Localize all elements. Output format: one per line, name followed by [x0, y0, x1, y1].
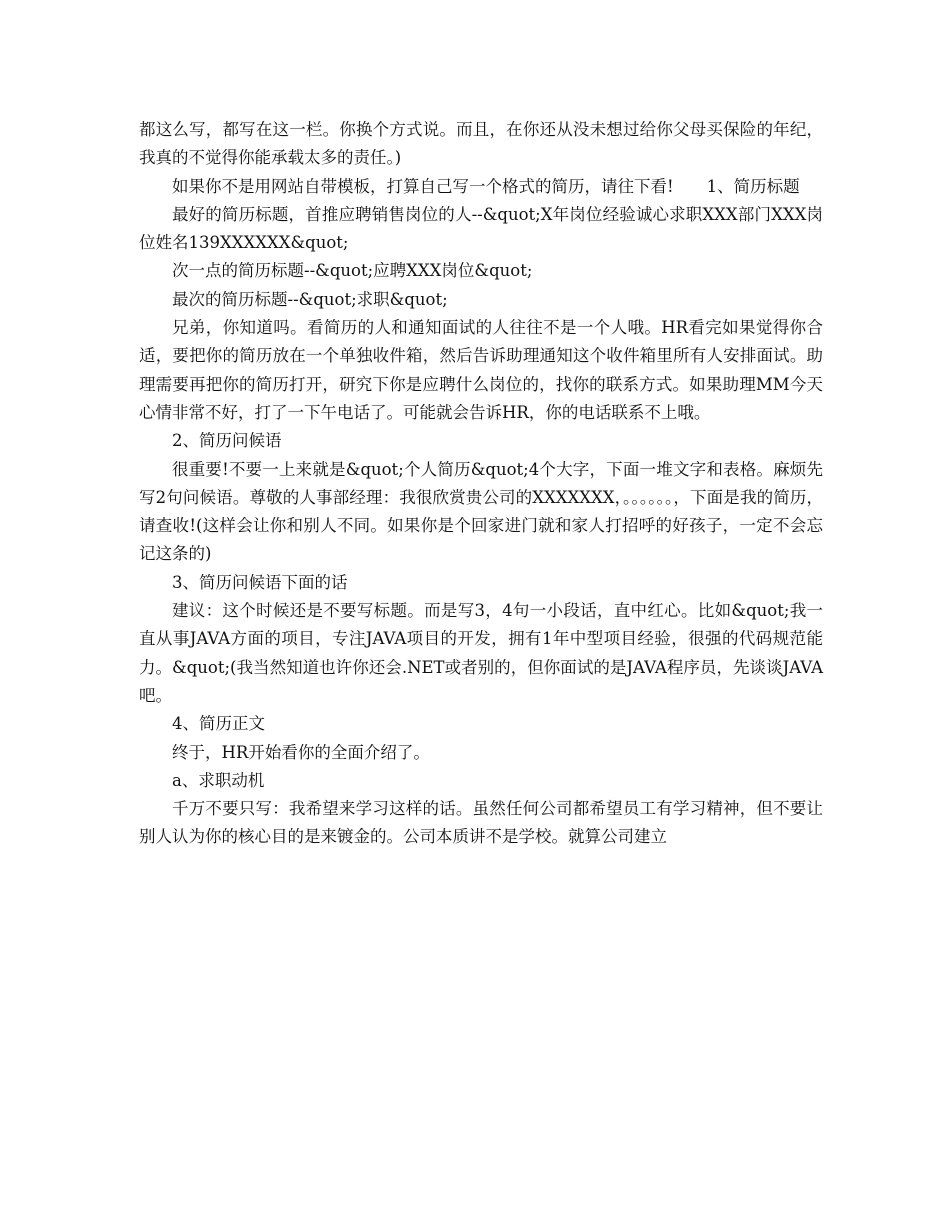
paragraph-greeting: 很重要!不要一上来就是&quot;个人简历&quot;4个大字，下面一堆文字和表格。麻烦先写2句问候语。尊敬的人事部经理：我很欣赏贵公司的XXXXXXX，。。。。。。，下面是我的简历，请查收!(这样会让你和别人不同。如果你是个回家进门就和家人打招呼的好孩子，一定不会忘记这条的) — [139, 459, 823, 564]
paragraph-worst-title: 最次的简历标题--&quot;求职&quot; — [172, 289, 448, 309]
paragraph-finally: 终于，HR开始看你的全面介绍了。 — [172, 742, 430, 762]
section-heading-greeting: 2、简历问候语 — [172, 431, 282, 451]
paragraph-hr-explanation: 兄弟，你知道吗。看简历的人和通知面试的人往往不是一个人哦。HR看完如果觉得你合适，要把你的简历放在一个单独收件箱，然后告诉助理通知这个收件箱里所有人安排面试。助理需要再把你的简历打开，研究下你是应聘什么岗位的，找你的联系方式。如果助理MM今天心情非常不好，打了一下午电话了。可能就会告诉HR，你的电话联系不上哦。 — [139, 318, 823, 422]
paragraph-motivation: 千万不要只写：我希望来学习这样的话。虽然任何公司都希望员工有学习精神，但不要让别人认为你的核心目的是来镀金的。公司本质讲不是学校。就算公司建立 — [139, 799, 823, 847]
paragraph-best-title: 最好的简历标题，首推应聘销售岗位的人--&quot;X年岗位经验诚心求职XXX部门XXX岗位姓名139XXXXXX&quot; — [139, 204, 823, 253]
paragraph-continuation: 都这么写，都写在这一栏。你换个方式说。而且，在你还从没未想过给你父母买保险的年纪，我真的不觉得你能承载太多的责任。) — [139, 120, 823, 168]
section-heading-after-greeting: 3、简历问候语下面的话 — [172, 572, 348, 592]
paragraph-suggestion: 建议：这个时候还是不要写标题。而是写3，4句一小段话，直中红心。比如&quot;我一直从事JAVA方面的项目，专注JAVA项目的开发，拥有1年中型项目经验，很强的代码规范能力。&quot;(我当然知道也许你还会.NET或者别的，但你面试的是JAVA程序员，先谈谈JAVA吧。 — [139, 601, 823, 705]
section-heading-motivation: a、求职动机 — [172, 770, 265, 790]
section-heading-body: 4、简历正文 — [172, 714, 265, 734]
document-page — [139, 116, 823, 852]
paragraph-intro: 如果你不是用网站自带模板，打算自己写一个格式的简历，请往下看! 1、简历标题 — [172, 176, 800, 196]
paragraph-second-title: 次一点的简历标题--&quot;应聘XXX岗位&quot; — [172, 261, 533, 281]
